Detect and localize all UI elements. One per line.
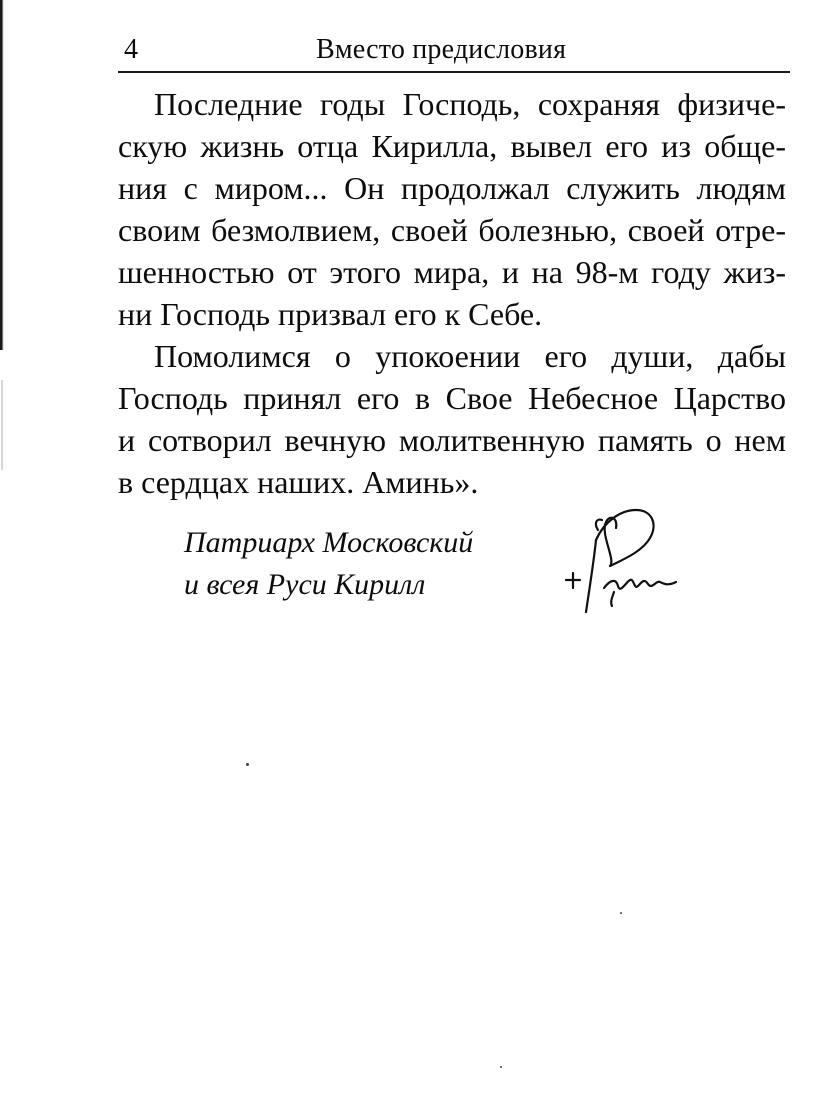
- text-line: Господь принял его в Свое Небесное Царство: [118, 380, 786, 416]
- signature-block: [184, 522, 473, 606]
- header-rule: [118, 71, 790, 73]
- running-header: [120, 33, 788, 67]
- text-line: ния с миром... Он продолжал служить людям: [118, 170, 786, 206]
- text-line: Помолимся о упокоении его души, дабы: [154, 338, 786, 374]
- page-spine-edge: [0, 0, 4, 350]
- paper-speck: [500, 1066, 502, 1068]
- signature-title: Патриарх Московский: [184, 526, 474, 559]
- text-line: шенностью от этого мира, и на 98-м году жиз-: [118, 254, 786, 290]
- text-line: в сердцах наших. Аминь».: [118, 464, 479, 500]
- page-number: 4: [124, 34, 138, 65]
- text-line: скую жизнь отца Кирилла, вывел его из обще-: [118, 128, 786, 164]
- paper-speck: [246, 763, 249, 766]
- text-line: Последние годы Господь, сохраняя физиче-: [154, 86, 786, 122]
- text-line: и сотворил вечную молитвенную память о нем: [118, 422, 786, 458]
- signature-name: и всея Руси Кирилл: [184, 568, 426, 601]
- text-line: ни Господь призвал его к Себе.: [118, 296, 543, 332]
- page-spine-shadow: [1, 380, 3, 470]
- running-title: Вместо предисловия: [316, 34, 567, 65]
- paragraph-1: [118, 83, 786, 335]
- body-text: [118, 83, 786, 503]
- paper-speck: [620, 912, 622, 914]
- text-line: своим безмолвием, своей болезнью, своей отре-: [118, 212, 786, 248]
- paragraph-2: [118, 335, 786, 503]
- handwritten-signature: [560, 500, 700, 625]
